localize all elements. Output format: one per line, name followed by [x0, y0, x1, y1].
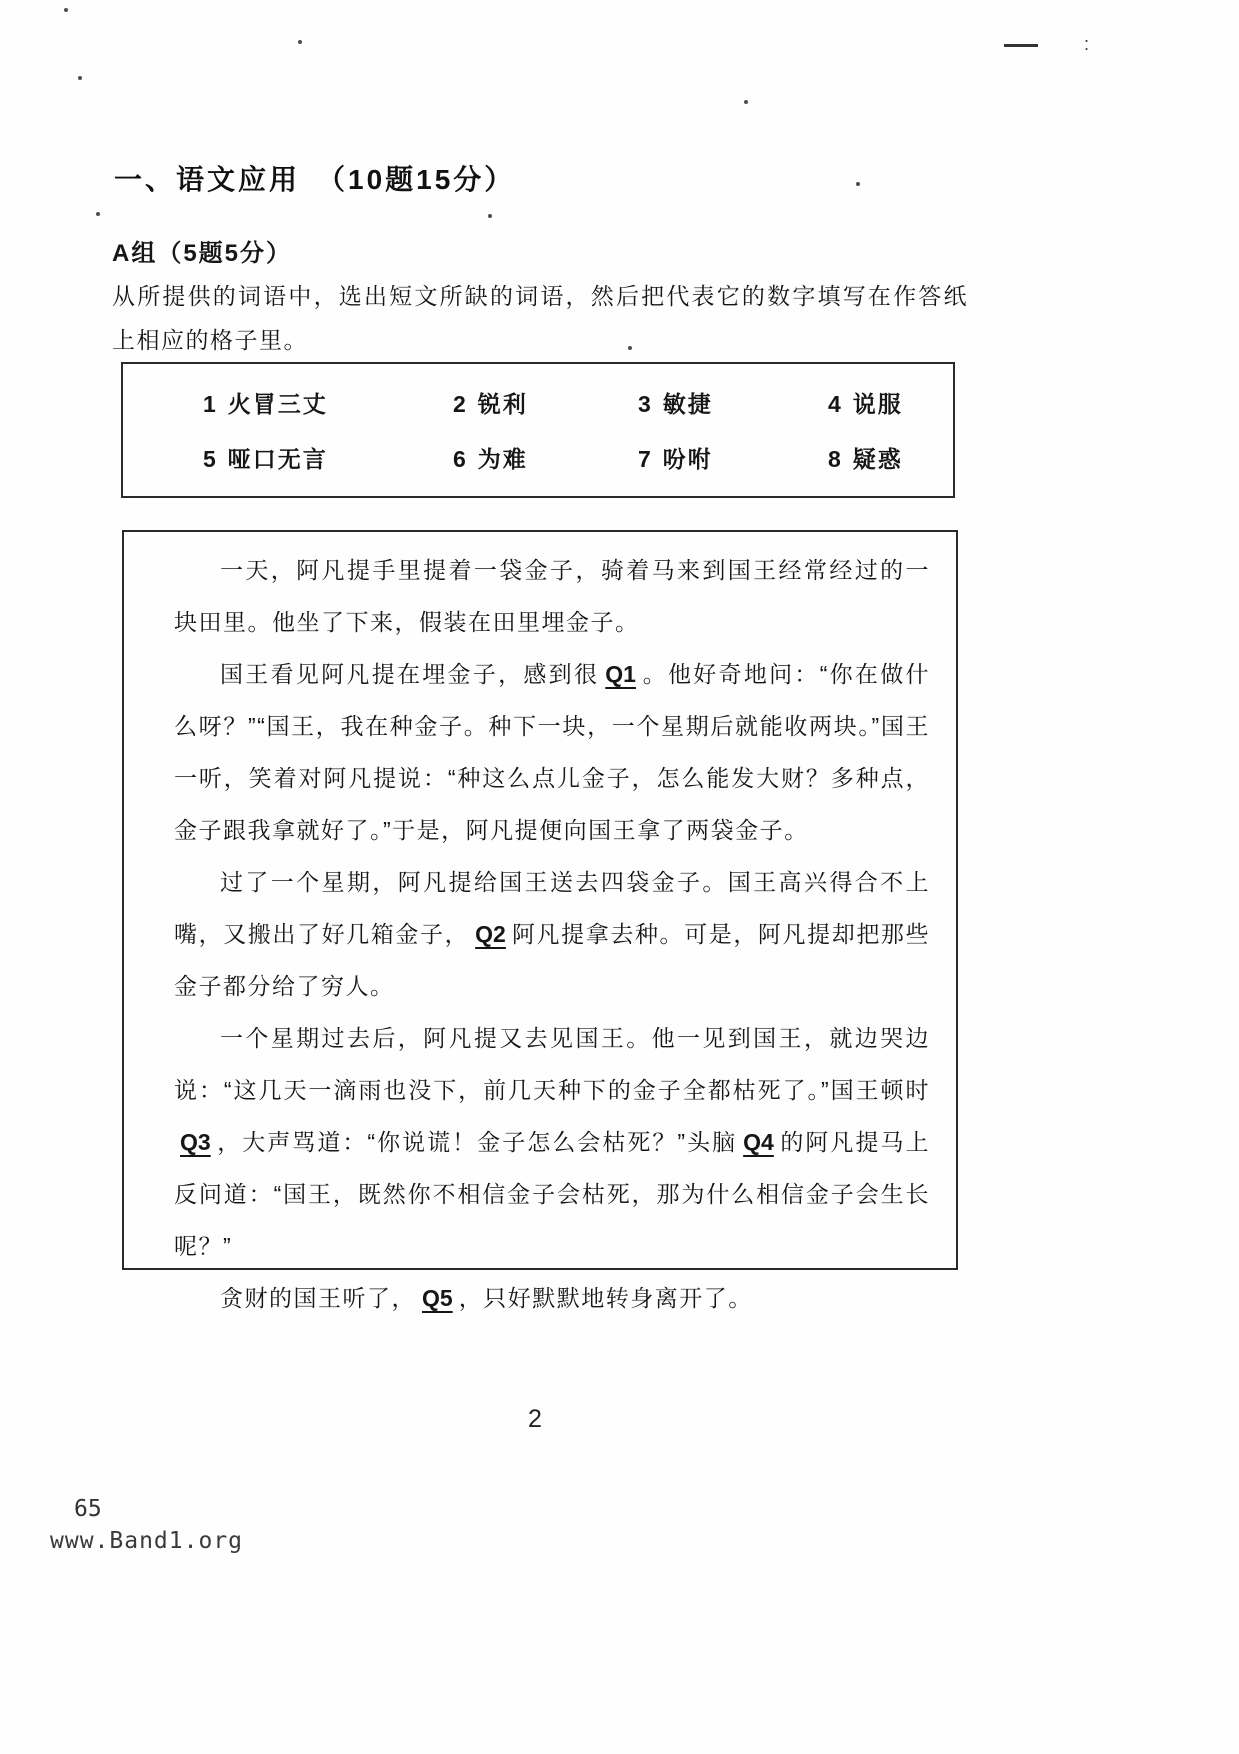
option-item-2: [453, 386, 638, 419]
option-word: 火冒三丈: [227, 391, 328, 417]
option-item-8: [828, 441, 953, 474]
option-word: 为难: [477, 446, 528, 472]
section-heading: 一、语文应用 （10题15分）: [114, 164, 516, 195]
group-label: A组（5题5分）: [112, 240, 293, 267]
scan-dash-artifact: [1004, 44, 1038, 47]
option-number: 1: [203, 391, 218, 417]
option-word: 哑口无言: [227, 446, 328, 472]
page-number: 2: [528, 1405, 542, 1433]
passage-paragraph: 一天，阿凡提手里提着一袋金子，骑着马来到国王经常经过的一块田里。他坐了下来，假装在田里埋金子。: [174, 557, 930, 635]
scan-speckle: [96, 212, 100, 216]
blank-q2: Q2: [475, 921, 506, 947]
option-number: 3: [638, 391, 653, 417]
instructions-text: 从所提供的词语中，选出短文所缺的词语，然后把代表它的数字填写在作答纸上相应的格子里。: [112, 283, 968, 353]
option-item-1: [203, 386, 453, 419]
scan-speckle: [488, 214, 492, 218]
scan-speckle: [856, 182, 860, 186]
word-options-box: [121, 362, 955, 498]
passage-paragraph: 过了一个星期，阿凡提给国王送去四袋金子。国王高兴得合不上嘴，又搬出了好几箱金子， Q2 阿凡提拿去种。可是，阿凡提却把那些金子都分给了穷人。: [174, 869, 931, 999]
option-number: 2: [453, 391, 468, 417]
option-item-4: [828, 386, 953, 419]
blank-q5: Q5: [422, 1285, 453, 1311]
option-word: 吩咐: [662, 446, 713, 472]
option-item-3: [638, 386, 828, 419]
option-number: 7: [638, 446, 653, 472]
footer-website: www.Band1.org: [50, 1528, 244, 1554]
scan-speckle: [298, 40, 302, 44]
option-word: 疑惑: [852, 446, 903, 472]
scan-speckle: [744, 100, 748, 104]
option-item-7: [638, 441, 828, 474]
option-item-6: [453, 441, 638, 474]
passage-paragraph: 一个星期过去后，阿凡提又去见国王。他一见到国王，就边哭边说：“这几天一滴雨也没下，前几天种下的金子全都枯死了。”国王顿时Q3 ，大声骂道：“你说谎！金子怎么会枯死？”头脑 Q4 的阿凡提马上反问道：“国王，既然你不相信金子会枯死，那为什么相信金子会生长呢？”: [174, 1025, 930, 1259]
passage-paragraph: 贪财的国王听了， Q5 ，只好默默地转身离开了。: [220, 1285, 753, 1311]
option-number: 5: [203, 446, 218, 472]
blank-q1: Q1: [605, 661, 636, 687]
option-word: 锐利: [477, 391, 528, 417]
scan-speckle: [78, 76, 82, 80]
option-word: 说服: [852, 391, 903, 417]
option-item-5: [203, 441, 453, 474]
scan-colon-artifact: :: [1084, 34, 1090, 54]
option-number: 6: [453, 446, 468, 472]
blank-q3: Q3: [180, 1129, 211, 1155]
option-word: 敏捷: [662, 391, 713, 417]
passage-box: [122, 530, 958, 1311]
blank-q4: Q4: [743, 1129, 774, 1155]
passage-paragraph: 国王看见阿凡提在埋金子，感到很 Q1 。他好奇地问：“你在做什么呀？”“国王，我在种金子。种下一块，一个星期后就能收两块。”国王一听，笑着对阿凡提说：“种这么点儿金子，怎么能发大财？多种点，金子跟我拿就好了。”于是，阿凡提便向国王拿了两袋金子。: [174, 661, 930, 843]
footer-number: 65: [74, 1496, 102, 1522]
option-number: 4: [828, 391, 843, 417]
scan-speckle: [64, 8, 68, 12]
option-number: 8: [828, 446, 843, 472]
